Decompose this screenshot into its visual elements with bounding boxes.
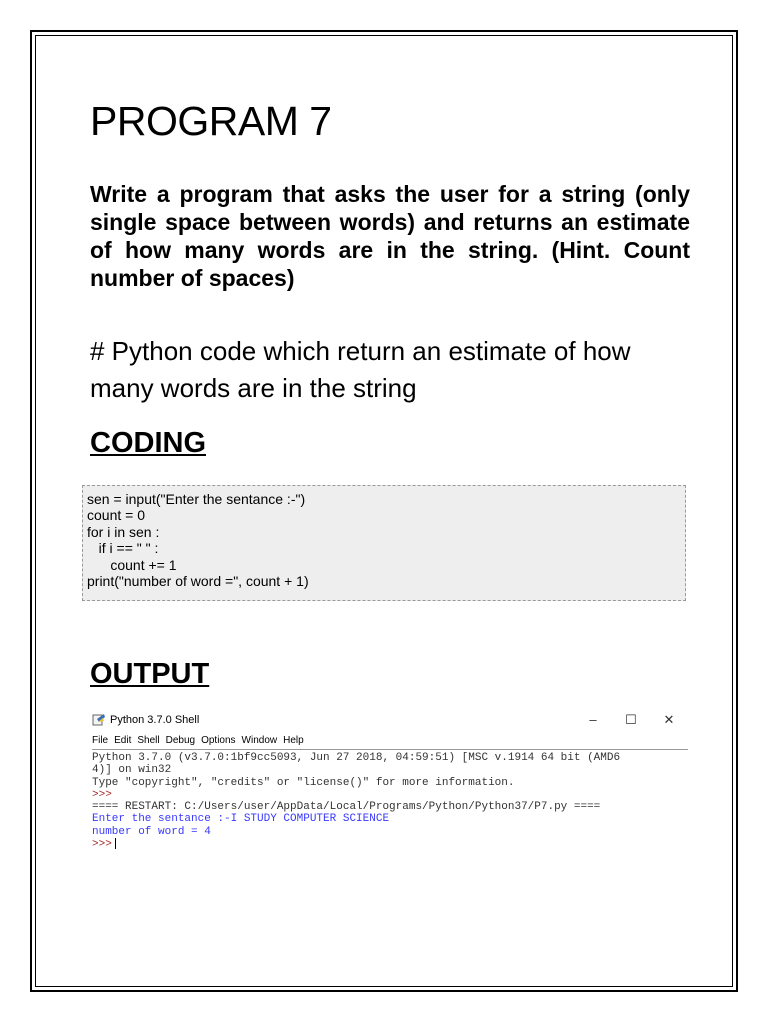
python-shell-icon [92, 713, 106, 727]
code-line: if i == " " : [87, 540, 159, 557]
comment-text: # Python code which return an estimate of how many words are in the string [90, 336, 631, 403]
question-text: Write a program that asks the user for a string (only single space between words) and returns an estimate of how many words are in the string. (Hint. Count number of spaces) [90, 181, 690, 291]
shell-line: Type "copyright", "credits" or "license()" for more information. [92, 776, 515, 789]
shell-line: ==== RESTART: C:/Users/user/AppData/Local/Programs/Python/Python37/P7.py ==== [92, 801, 601, 814]
window-controls [574, 712, 688, 728]
code-line: count += 1 [87, 556, 177, 573]
code-line: sen = input("Enter the sentance :-") [87, 491, 306, 507]
menu-options[interactable]: Options [201, 734, 236, 746]
shell-prompt-text: >>> [92, 838, 112, 851]
code-line: print("number of word =", count + 1) [87, 573, 309, 590]
coding-heading: CODING [90, 427, 206, 459]
menu-file[interactable]: File [92, 734, 109, 746]
shell-line: Enter the sentance :-I STUDY COMPUTER SCIENCE [92, 813, 390, 826]
python-shell-window [92, 709, 688, 851]
menu-debug[interactable]: Debug [165, 734, 196, 746]
code-block [82, 485, 686, 601]
menu-edit[interactable]: Edit [114, 734, 132, 746]
maximize-button[interactable]: ☐ [625, 712, 637, 727]
shell-titlebar [92, 709, 688, 731]
menu-help[interactable]: Help [283, 734, 304, 746]
shell-menubar [92, 731, 688, 750]
text-cursor [115, 838, 116, 849]
menu-window[interactable]: Window [241, 734, 278, 746]
output-heading: OUTPUT [90, 658, 210, 690]
shell-line: number of word = 4 [92, 825, 211, 838]
shell-line: Python 3.7.0 (v3.7.0:1bf9cc5093, Jun 27 2018, 04:59:51) [MSC v.1914 64 bit (AMD6 [92, 752, 621, 764]
shell-prompt: >>> [92, 788, 112, 801]
shell-output[interactable] [92, 750, 688, 851]
page-title: PROGRAM 7 [90, 98, 332, 144]
shell-title: Python 3.7.0 Shell [110, 714, 200, 726]
code-line: count = 0 [87, 507, 145, 524]
menu-shell[interactable]: Shell [137, 734, 160, 746]
close-button[interactable]: ✕ [663, 712, 675, 727]
shell-prompt [92, 838, 688, 851]
minimize-button[interactable]: – [589, 712, 597, 727]
shell-line: 4)] on win32 [92, 764, 172, 777]
code-line: for i in sen : [87, 523, 160, 540]
